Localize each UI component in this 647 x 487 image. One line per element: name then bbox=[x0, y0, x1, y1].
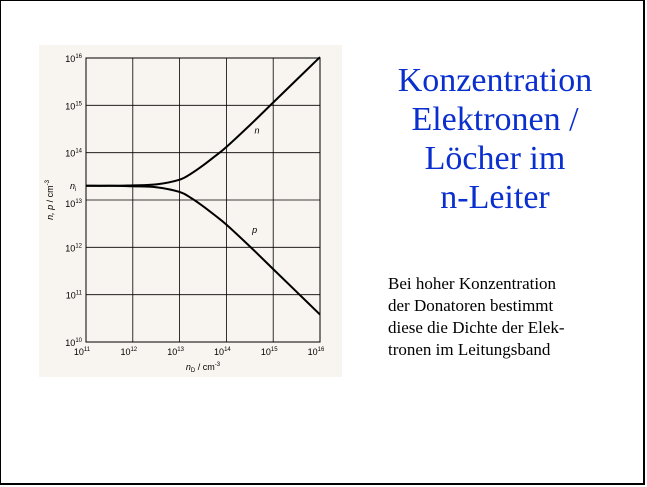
y-tick-label: $10^{12}$ bbox=[65, 243, 82, 254]
x-tick-label: $10^{14}$ bbox=[214, 347, 231, 357]
chart-figure bbox=[39, 45, 342, 377]
title-line: Konzentration bbox=[397, 62, 593, 99]
title-line: Elektronen / bbox=[411, 101, 579, 138]
y-tick-label: $10^{14}$ bbox=[65, 148, 82, 159]
x-axis-label: $n_D / cm^{-3}$ bbox=[185, 362, 221, 374]
series-line-n bbox=[86, 57, 320, 186]
y-tick-label: $10^{15}$ bbox=[65, 101, 82, 112]
body-line: tronen im Leitungsband bbox=[388, 340, 551, 359]
x-tick-label: $10^{11}$ bbox=[73, 347, 91, 357]
x-tick-label: $10^{12}$ bbox=[120, 347, 138, 357]
y-tick-label: $10^{16}$ bbox=[65, 54, 82, 64]
body-line: Bei hoher Konzentration bbox=[388, 274, 557, 293]
title-line: Löcher im bbox=[424, 140, 566, 177]
y-axis-label: n, p / $cm^{-3}$ bbox=[45, 180, 55, 220]
body-line: der Donatoren bestimmt bbox=[388, 296, 554, 315]
series-line-p bbox=[86, 186, 320, 315]
y-tick-label: $10^{10}$ bbox=[65, 338, 82, 348]
x-tick-label: $10^{16}$ bbox=[307, 347, 325, 357]
chart-svg bbox=[39, 45, 342, 377]
y-tick-label: $10^{13}$ bbox=[65, 199, 82, 209]
x-tick-label: $10^{13}$ bbox=[167, 347, 184, 357]
slide-title bbox=[363, 61, 627, 217]
y-tick-label: $10^{11}$ bbox=[65, 290, 82, 301]
series-label-n: n bbox=[254, 125, 260, 136]
x-tick-label: $10^{15}$ bbox=[260, 347, 278, 357]
slide-body-text bbox=[388, 273, 628, 361]
series-label-p: p bbox=[252, 225, 258, 236]
body-line: diese die Dichte der Elek- bbox=[388, 318, 565, 337]
ni-label: $n_i$ bbox=[70, 180, 77, 193]
title-line: n-Leiter bbox=[440, 179, 550, 216]
